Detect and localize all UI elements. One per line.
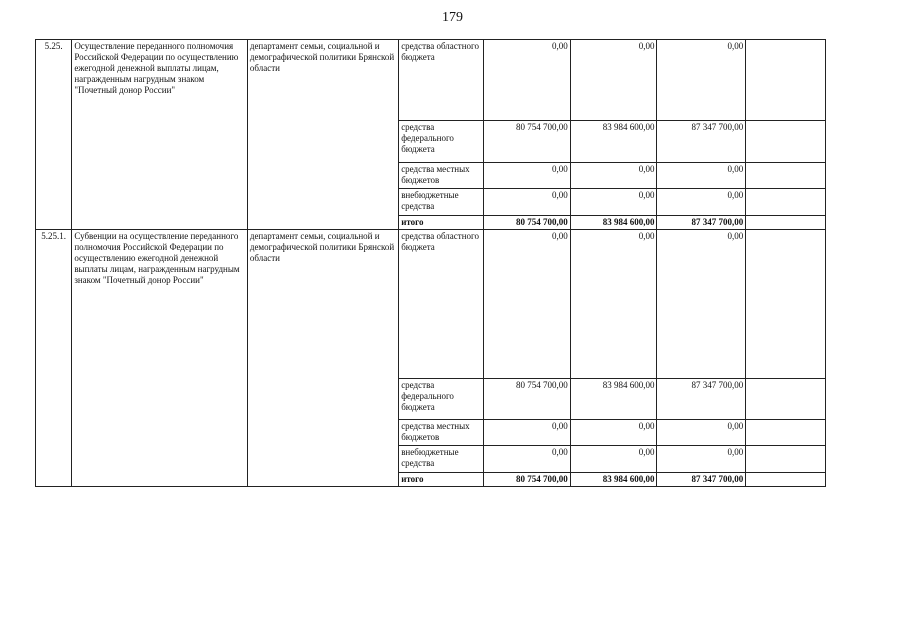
page-number: 179 bbox=[442, 10, 463, 25]
funding-source: средства областного бюджета bbox=[399, 230, 484, 379]
amount-year-1: 0,00 bbox=[483, 446, 570, 473]
amount-year-1: 0,00 bbox=[483, 420, 570, 446]
amount-extra bbox=[746, 230, 826, 379]
section-name: Осуществление переданного полномочия Российской Федерации по осуществлению ежегодной денежной выплаты лицам, награжденным нагрудным знаком "Почетный донор России" bbox=[72, 40, 248, 230]
funding-source: средства федерального бюджета bbox=[399, 121, 484, 163]
amount-year-2: 0,00 bbox=[570, 40, 657, 121]
amount-year-2: 0,00 bbox=[570, 189, 657, 216]
amount-year-1: 0,00 bbox=[483, 230, 570, 379]
amount-year-2: 0,00 bbox=[570, 446, 657, 473]
section-name: Субвенции на осуществление переданного полномочия Российской Федерации по осуществлению ежегодной денежной выплаты лицам, награжденным нагрудным знаком "Почетный донор России" bbox=[72, 230, 248, 487]
amount-year-1: 80 754 700,00 bbox=[483, 379, 570, 420]
amount-year-2: 0,00 bbox=[570, 230, 657, 379]
amount-extra bbox=[746, 163, 826, 189]
amount-year-2: 0,00 bbox=[570, 420, 657, 446]
funding-source: итого bbox=[399, 473, 484, 487]
amount-extra bbox=[746, 216, 826, 230]
amount-year-3: 0,00 bbox=[657, 163, 746, 189]
amount-year-2: 83 984 600,00 bbox=[570, 379, 657, 420]
funding-source: итого bbox=[399, 216, 484, 230]
amount-year-3: 87 347 700,00 bbox=[657, 379, 746, 420]
amount-year-3: 0,00 bbox=[657, 230, 746, 379]
amount-year-1: 80 754 700,00 bbox=[483, 473, 570, 487]
amount-year-2: 83 984 600,00 bbox=[570, 473, 657, 487]
section-executor: департамент семьи, социальной и демографической политики Брянской области bbox=[247, 230, 398, 487]
amount-year-1: 80 754 700,00 bbox=[483, 216, 570, 230]
amount-year-1: 80 754 700,00 bbox=[483, 121, 570, 163]
funding-source: средства областного бюджета bbox=[399, 40, 484, 121]
amount-year-3: 0,00 bbox=[657, 189, 746, 216]
amount-year-1: 0,00 bbox=[483, 163, 570, 189]
funding-source: внебюджетные средства bbox=[399, 446, 484, 473]
amount-year-2: 0,00 bbox=[570, 163, 657, 189]
section-number: 5.25. bbox=[36, 40, 72, 230]
amount-extra bbox=[746, 121, 826, 163]
amount-extra bbox=[746, 473, 826, 487]
table-row bbox=[36, 230, 826, 379]
funding-source: средства федерального бюджета bbox=[399, 379, 484, 420]
budget-table bbox=[35, 39, 826, 487]
amount-year-3: 0,00 bbox=[657, 40, 746, 121]
amount-extra bbox=[746, 420, 826, 446]
funding-source: средства местных бюджетов bbox=[399, 420, 484, 446]
amount-extra bbox=[746, 40, 826, 121]
section-number: 5.25.1. bbox=[36, 230, 72, 487]
amount-year-3: 87 347 700,00 bbox=[657, 216, 746, 230]
amount-year-2: 83 984 600,00 bbox=[570, 121, 657, 163]
amount-year-3: 0,00 bbox=[657, 420, 746, 446]
funding-source: внебюджетные средства bbox=[399, 189, 484, 216]
amount-year-3: 0,00 bbox=[657, 446, 746, 473]
table-row bbox=[36, 40, 826, 121]
amount-extra bbox=[746, 446, 826, 473]
amount-year-1: 0,00 bbox=[483, 189, 570, 216]
amount-year-2: 83 984 600,00 bbox=[570, 216, 657, 230]
amount-year-3: 87 347 700,00 bbox=[657, 121, 746, 163]
amount-extra bbox=[746, 189, 826, 216]
amount-year-1: 0,00 bbox=[483, 40, 570, 121]
funding-source: средства местных бюджетов bbox=[399, 163, 484, 189]
amount-year-3: 87 347 700,00 bbox=[657, 473, 746, 487]
section-executor: департамент семьи, социальной и демографической политики Брянской области bbox=[247, 40, 398, 230]
amount-extra bbox=[746, 379, 826, 420]
